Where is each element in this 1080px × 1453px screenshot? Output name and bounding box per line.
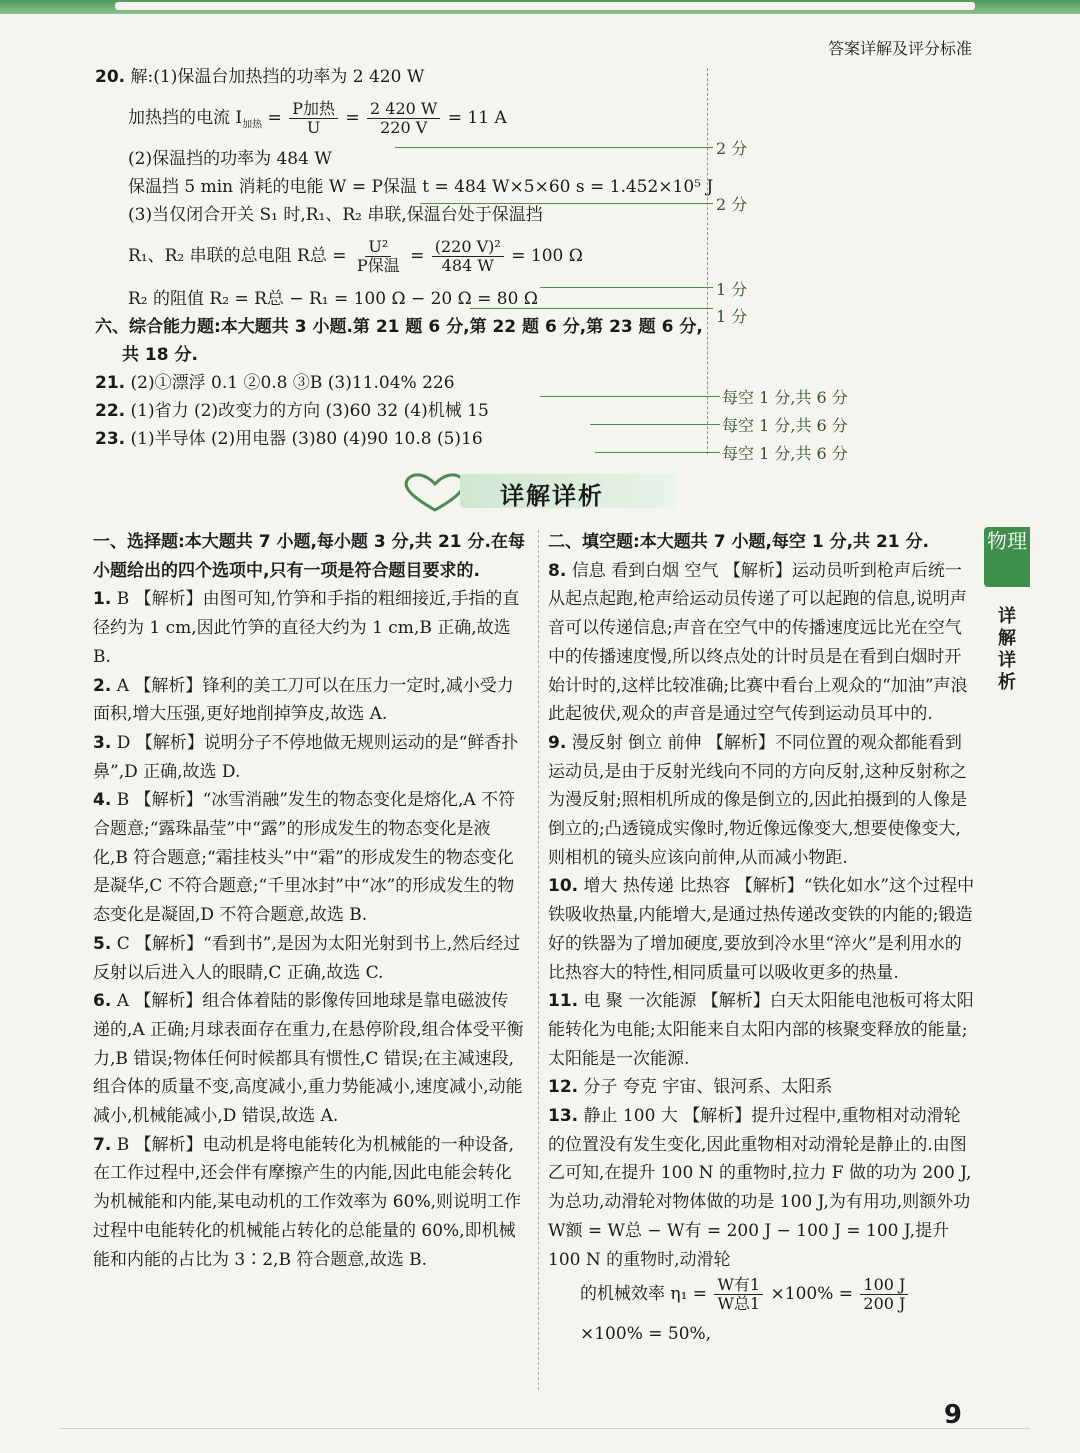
section-2-heading: 二、填空题:本大题共 7 小题,每空 1 分,共 21 分. xyxy=(548,532,929,552)
answer-item xyxy=(548,1073,976,1102)
item-number: 6. xyxy=(93,991,112,1012)
item-number: 10. xyxy=(548,876,579,897)
page-number: 9 xyxy=(943,1400,962,1430)
score-label-7: 每空 1 分,共 6 分 xyxy=(722,444,848,463)
q21-answers: (2)①漂浮 0.1 ②0.8 ③B (3)11.04% 226 xyxy=(130,373,455,393)
answer-item xyxy=(93,1131,525,1275)
formula-prefix: 的机械效率 η₁ = xyxy=(580,1284,708,1305)
formula-end: ×100% = 50%, xyxy=(580,1324,712,1345)
section-banner xyxy=(400,470,678,514)
item-text: 分子 夸克 宇宙、银河系、太阳系 xyxy=(583,1077,833,1098)
q21-number: 21. xyxy=(95,373,126,393)
q20-frac1-top: P加热 xyxy=(289,100,338,119)
answer-item xyxy=(548,872,976,987)
page-header: 答案详解及评分标准 xyxy=(827,39,972,58)
score-label-2: 2 分 xyxy=(716,195,748,214)
q20-line-2: 加热挡的电流 $I_{加热}$ = $\frac{\text{P加热}}{U}$ = $\frac{2 420 W}{220 V}$ = 11 A xyxy=(128,99,507,137)
item-number: 7. xyxy=(93,1134,112,1155)
formula-fraction-2 xyxy=(860,1276,908,1313)
formula-frac2-top: 100 J xyxy=(860,1276,908,1295)
item-text: 信息 看到白烟 空气 【解析】运动员听到枪声后统一从起点起跑,枪声给运动员传递了可以起跑的信息,说明声音可以传递信息;声音在空气中的传播速度远比光在空气中的传播速度慢,所以终点处的计时员是在看到白烟时开始计时的,这样比较准确;比赛中看台上观众的“加油”声浪此起彼伏,观众的声音是通过空气传到运动员耳中的. xyxy=(548,560,968,725)
q20-frac3-top: U² xyxy=(365,238,391,257)
q20-current-result: = 11 A xyxy=(447,108,507,128)
answer-item xyxy=(93,987,525,1131)
left-column xyxy=(93,528,525,1274)
q20-frac2-top: 2 420 W xyxy=(367,100,440,119)
side-label: 详解详析 xyxy=(998,606,1016,693)
efficiency-formula xyxy=(548,1274,976,1354)
q20-line-5: (3)当仅闭合开关 S₁ 时,R₁、R₂ 串联,保温台处于保温挡 xyxy=(128,205,543,225)
score-arrow-5 xyxy=(540,396,720,397)
item-text: B 【解析】电动机是将电能转化为机械能的一种设备,在工作过程中,还会伴有摩擦产生的内能,因此电能会转化为机械能和内能,某电动机的工作效率为 60%,则说明工作过程中电能转化的机械能占转化的总能量的 60%,即机械能和内能的占比为 3∶2,B 符合题意,故选 B. xyxy=(93,1134,521,1270)
item-number: 11. xyxy=(548,991,579,1012)
item-number: 3. xyxy=(93,732,112,753)
formula-frac1-top: W有1 xyxy=(714,1276,763,1295)
formula-frac2-bottom: 200 J xyxy=(863,1294,906,1314)
answer-item xyxy=(93,786,525,930)
item-text: 增大 热传递 比热容 【解析】“铁化如水”这个过程中铁吸收热量,内能增大,是通过热传递改变铁的内能的;锻造好的铁器为了增加硬度,要放到冷水里“淬火”是利用水的比热容大的特性,相同质量可以吸收更多的热量. xyxy=(548,876,975,983)
q20-frac3-bottom: P保温 xyxy=(356,256,400,275)
answer-item xyxy=(548,557,976,729)
top-border-inner xyxy=(115,2,975,10)
q20-line-7: R₂ 的阻值 R₂ = R总 − R₁ = 100 Ω − 20 Ω = 80 Ω xyxy=(128,289,538,309)
item-number: 8. xyxy=(548,560,567,581)
q20-fraction-2 xyxy=(367,100,440,137)
section-6-heading-cont: 共 18 分. xyxy=(122,345,198,365)
item-number: 4. xyxy=(93,790,112,811)
q23-line xyxy=(95,428,483,450)
item-number: 13. xyxy=(548,1106,579,1127)
q20-total-r-result: = 100 Ω xyxy=(511,246,583,266)
q20-number: 20. xyxy=(95,67,126,87)
score-arrow-3 xyxy=(540,287,713,288)
q22-line xyxy=(95,400,489,422)
q20-line-3: (2)保温挡的功率为 484 W xyxy=(128,149,332,169)
score-arrow-7 xyxy=(595,452,720,453)
bottom-rule xyxy=(60,1428,1030,1429)
q20-current-sub: 加热 xyxy=(242,119,263,131)
banner-title: 详解详析 xyxy=(500,482,604,510)
score-arrow-6 xyxy=(590,424,720,425)
q20-frac4-top: (220 V)² xyxy=(432,238,504,257)
q20-line-1 xyxy=(95,66,424,88)
q20-line-4: 保温挡 5 min 消耗的电能 W = P保温 t = 484 W×5×60 s = 1.452×10⁵ J xyxy=(128,177,714,197)
q20-frac2-bottom: 220 V xyxy=(380,118,428,137)
answer-item xyxy=(548,729,976,873)
item-text: B 【解析】由图可知,竹笋和手指的粗细接近,手指的直径约为 1 cm,因此竹笋的直径大约为 1 cm,B 正确,故选 B. xyxy=(93,589,520,667)
q20-line-6: R₁、R₂ 串联的总电阻 R总 = $\frac{\text{U²}}{\text{P保温}}$ = $\frac{\text{(220 V)²}}{484 W}$ = 100 Ω xyxy=(128,237,583,275)
item-text: C 【解析】“看到书”,是因为太阳光射到书上,然后经过反射以后进入人的眼睛,C 正确,故选 C. xyxy=(93,933,521,983)
column-divider xyxy=(538,530,539,1390)
q20-total-r-label: R₁、R₂ 串联的总电阻 R总 = xyxy=(128,246,347,266)
q22-answers: (1)省力 (2)改变力的方向 (3)60 32 (4)机械 15 xyxy=(130,401,489,421)
item-text: B 【解析】“冰雪消融”发生的物态变化是熔化,A 不符合题意;“露珠晶莹”中“露”的形成发生的物态变化是液化,B 符合题意;“霜挂枝头”中“霜”的形成发生的物态变化是凝华,C 不符合题意;“千里冰封”中“冰”的形成发生的物态变化是凝固,D 不符合题意,故选 B. xyxy=(93,790,516,926)
subject-tab: 物理 xyxy=(984,527,1030,587)
answer-item xyxy=(93,585,525,671)
item-number: 2. xyxy=(93,675,112,696)
score-arrow-2 xyxy=(420,203,713,204)
item-text: 漫反射 倒立 前伸 【解析】不同位置的观众都能看到运动员,是由于反射光线向不同的方向反射,这种反射称之为漫反射;照相机所成的像是倒立的,因此拍摄到的人像是倒立的;凸透镜成实像时,物近像远像变大,想要使像变大,则相机的镜头应该向前伸,从而减小物距. xyxy=(548,732,968,868)
formula-frac1-bottom: W总1 xyxy=(717,1294,761,1314)
score-label-3: 1 分 xyxy=(716,280,748,299)
right-column xyxy=(548,528,976,1354)
item-text: 静止 100 大 【解析】提升过程中,重物相对动滑轮的位置没有发生变化,因此重物相对动滑轮是静止的.由图乙可知,在提升 100 N 的重物时,拉力 F 做的功为 200 J,为总功,动滑轮对物体做的功是 100 J,为有用功,则额外功 W额 = W总 − W有 = 200 J − 100 J = 100 J,提升 100 N 的重物时,动滑轮 xyxy=(548,1106,972,1270)
section-6-heading: 六、综合能力题:本大题共 3 小题.第 21 题 6 分,第 22 题 6 分,第 23 题 6 分, xyxy=(95,317,703,337)
answer-item xyxy=(93,729,525,786)
q21-line xyxy=(95,372,455,394)
q20-frac1-bottom: U xyxy=(306,118,321,137)
item-number: 9. xyxy=(548,732,567,753)
score-label-6: 每空 1 分,共 6 分 xyxy=(722,416,848,435)
q20-fraction-3 xyxy=(354,238,403,275)
answer-item xyxy=(93,672,525,729)
q20-current-label: 加热挡的电流 I xyxy=(128,108,243,128)
score-arrow-1 xyxy=(395,147,713,148)
q20-fraction-1 xyxy=(289,100,338,137)
item-number: 1. xyxy=(93,589,112,610)
answer-item xyxy=(548,987,976,1073)
formula-fraction-1 xyxy=(714,1276,763,1313)
item-text: A 【解析】锋利的美工刀可以在压力一定时,减小受力面积,增大压强,更好地削掉笋皮,故选 A. xyxy=(93,675,514,725)
score-label-4: 1 分 xyxy=(716,307,748,326)
score-arrow-4 xyxy=(470,308,713,309)
q22-number: 22. xyxy=(95,401,126,421)
item-text: A 【解析】组合体着陆的影像传回地球是靠电磁波传递的,A 正确;月球表面存在重力,在悬停阶段,组合体受平衡力,B 错误;物体任何时候都具有惯性,C 错误;在主减速段,组合体的质量不变,高度减小,重力势能减小,速度减小,动能减小,机械能减小,D 错误,故选 A. xyxy=(93,991,524,1127)
q20-fraction-4 xyxy=(432,238,504,275)
section-1-heading: 一、选择题:本大题共 7 小题,每小题 3 分,共 21 分.在每小题给出的四个选项中,只有一项是符合题目要求的. xyxy=(93,532,525,581)
q20-eq: = xyxy=(267,108,282,128)
item-number: 12. xyxy=(548,1077,579,1098)
answer-item xyxy=(93,930,525,987)
item-number: 5. xyxy=(93,933,112,954)
score-label-1: 2 分 xyxy=(716,139,748,158)
item-text: D 【解析】说明分子不停地做无规则运动的是“鲜香扑鼻”,D 正确,故选 D. xyxy=(93,732,519,782)
q23-answers: (1)半导体 (2)用电器 (3)80 (4)90 10.8 (5)16 xyxy=(130,429,483,449)
item-text: 电 聚 一次能源 【解析】白天太阳能电池板可将太阳能转化为电能;太阳能来自太阳内部的核聚变释放的能量;太阳能是一次能源. xyxy=(548,991,974,1069)
q20-text-1: 解:(1)保温台加热挡的功率为 2 420 W xyxy=(130,67,425,87)
q23-number: 23. xyxy=(95,429,126,449)
score-label-5: 每空 1 分,共 6 分 xyxy=(722,388,848,407)
q20-frac4-bottom: 484 W xyxy=(441,256,494,275)
formula-mid: ×100% = xyxy=(770,1284,854,1305)
answer-item xyxy=(548,1102,976,1274)
